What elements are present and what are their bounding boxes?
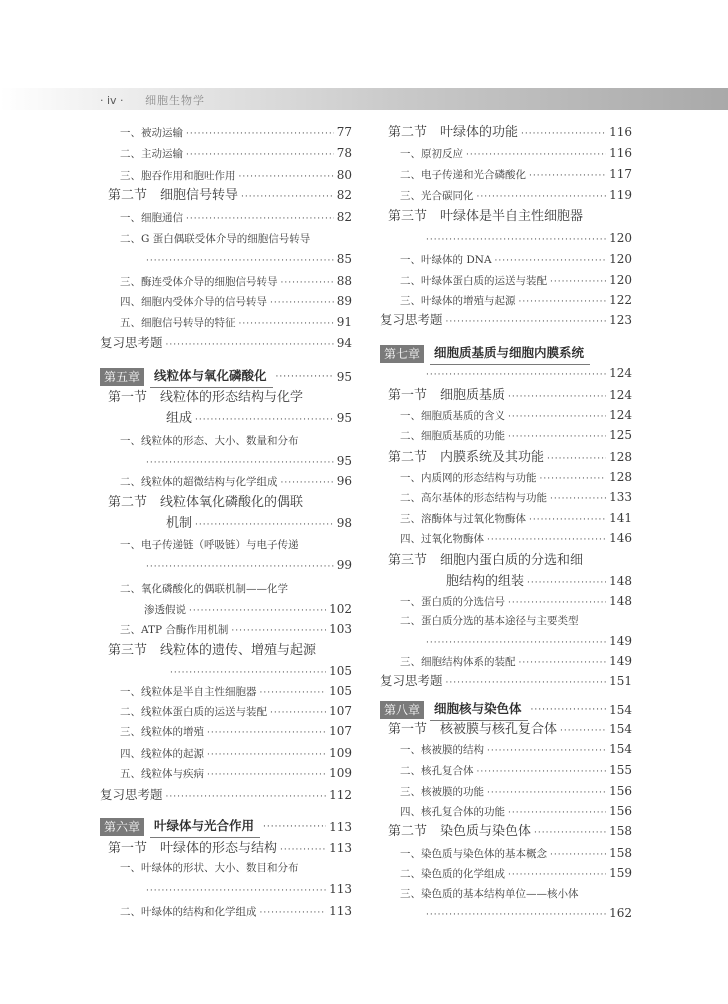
dot-leader: [239, 314, 334, 332]
entry-title: 组成: [166, 411, 193, 426]
entry-title: 第二节 细胞信号转导: [108, 188, 239, 203]
page-ref: 105: [329, 684, 352, 698]
subsection-entry[interactable]: [120, 901, 352, 921]
page-ref: 128: [609, 470, 632, 484]
subsection-entry: [120, 229, 352, 249]
entry-title: 四、细胞内受体介导的信号转导: [120, 296, 267, 308]
review-questions-entry[interactable]: [380, 310, 632, 330]
entry-title: 一、细胞通信: [120, 212, 183, 224]
section-entry: [388, 207, 632, 227]
page-ref: 123: [609, 313, 632, 327]
page-ref: 156: [609, 804, 632, 818]
entry-title: 四、核孔复合体的功能: [400, 806, 505, 818]
entry-title: 第二节 染色质与染色体: [388, 824, 532, 839]
subsection-entry[interactable]: [120, 721, 352, 741]
entry-title: 一、细胞质基质的含义: [400, 410, 505, 422]
dot-leader: [166, 335, 334, 353]
page-ref: 98: [336, 516, 352, 530]
page-ref: 120: [609, 273, 632, 287]
page-ref: 148: [609, 574, 632, 588]
entry-title: 三、胞吞作用和胞吐作用: [120, 170, 236, 182]
section-entry: [108, 641, 352, 661]
page-ref: 89: [336, 294, 352, 308]
page-continuation[interactable]: [146, 451, 352, 471]
subsection-entry[interactable]: [400, 143, 632, 163]
section-entry-continued[interactable]: [446, 571, 632, 591]
page-ref: 120: [609, 231, 632, 245]
dot-leader: [527, 573, 606, 591]
subsection-entry: [400, 611, 632, 631]
section-entry[interactable]: [388, 719, 632, 739]
chapter-title: 线粒体与氧化磷酸化: [150, 366, 273, 388]
entry-title: 三、叶绿体的增殖与起源: [400, 295, 516, 307]
subsection-entry: [120, 858, 352, 878]
page-ref: 154: [609, 722, 632, 736]
entry-title: 一、核被膜的结构: [400, 744, 484, 756]
page-continuation[interactable]: [146, 879, 352, 899]
section-entry-continued[interactable]: [166, 408, 352, 428]
entry-title: 复习思考题: [100, 335, 163, 350]
dot-leader: [207, 765, 326, 783]
running-header: [100, 92, 205, 108]
entry-title: 第一节 细胞质基质: [388, 388, 506, 403]
page-ref: 113: [329, 841, 352, 855]
entry-title: 一、被动运输: [120, 127, 183, 139]
dot-leader: [146, 251, 334, 269]
page-continuation[interactable]: [146, 249, 352, 269]
subsection-entry[interactable]: [400, 760, 632, 780]
dot-leader: [146, 557, 334, 575]
book-title: 细胞生物学: [145, 94, 206, 107]
dot-leader: [446, 673, 607, 691]
entry-title: 复习思考题: [100, 787, 163, 802]
entry-title: 二、线粒体的超微结构与化学组成: [120, 476, 278, 488]
dot-leader: [281, 473, 334, 491]
entry-title: 三、光合碳同化: [400, 190, 474, 202]
page-ref: 158: [609, 824, 632, 838]
section-entry[interactable]: [108, 185, 352, 205]
entry-title: 第二节 内膜系统及其功能: [388, 450, 545, 465]
entry-title: 二、染色质的化学组成: [400, 868, 505, 880]
page-ref: 119: [609, 188, 632, 202]
chapter-heading[interactable]: [100, 366, 352, 388]
page-ref: 102: [329, 602, 352, 616]
dot-leader: [521, 124, 606, 142]
dot-leader: [186, 209, 334, 227]
dot-leader: [241, 187, 334, 205]
subsection-entry[interactable]: [400, 781, 632, 801]
entry-title: 机制: [166, 516, 193, 531]
page-ref: 154: [609, 703, 632, 717]
dot-leader: [519, 292, 607, 310]
page-continuation[interactable]: [426, 363, 632, 383]
entry-title: 三、核被膜的功能: [400, 786, 484, 798]
page-continuation[interactable]: [170, 661, 352, 681]
subsection-entry[interactable]: [400, 739, 632, 759]
subsection-entry[interactable]: [120, 619, 352, 639]
entry-title: 四、过氧化物酶体: [400, 533, 484, 545]
entry-title: 四、线粒体的起源: [120, 748, 204, 760]
dot-leader: [508, 407, 606, 425]
subsection-entry[interactable]: [400, 651, 632, 671]
entry-title: 第一节 叶绿体的形态与结构: [108, 841, 278, 856]
subsection-entry: [120, 431, 352, 451]
subsection-entry[interactable]: [400, 290, 632, 310]
chapter-heading[interactable]: [380, 343, 632, 365]
subsection-entry[interactable]: [400, 508, 632, 528]
dot-leader: [560, 721, 606, 739]
page-ref: 116: [609, 146, 632, 160]
subsection-entry[interactable]: [400, 863, 632, 883]
subsection-entry[interactable]: [120, 701, 352, 721]
page-ref: 128: [609, 450, 632, 464]
page-ref: 78: [336, 146, 352, 160]
dot-leader: [529, 510, 606, 528]
dot-leader: [170, 663, 326, 681]
entry-title: 第二节 线粒体氧化磷酸化的偶联: [108, 495, 304, 510]
entry-title: 三、线粒体的增殖: [120, 726, 204, 738]
subsection-entry[interactable]: [120, 122, 352, 142]
page-ref: 91: [336, 315, 352, 329]
dot-leader: [276, 367, 334, 387]
section-entry[interactable]: [388, 821, 632, 841]
chapter-number-badge: 第六章: [100, 818, 144, 836]
dot-leader: [508, 865, 606, 883]
chapter-title: 细胞核与染色体: [430, 699, 528, 721]
subsection-entry[interactable]: [400, 528, 632, 548]
entry-title: 一、叶绿体的 DNA: [400, 254, 492, 266]
section-entry[interactable]: [388, 447, 632, 467]
entry-title: 复习思考题: [380, 312, 443, 327]
page-ref: 124: [609, 366, 632, 380]
entry-title: 二、蛋白质分选的基本途径与主要类型: [400, 615, 579, 627]
section-entry[interactable]: [108, 838, 352, 858]
page-continuation[interactable]: [426, 903, 632, 923]
subsection-entry[interactable]: [120, 312, 352, 332]
entry-title: 一、线粒体是半自主性细胞器: [120, 686, 257, 698]
subsection-entry[interactable]: [400, 164, 632, 184]
entry-title: 二、高尔基体的形态结构与功能: [400, 492, 547, 504]
page-ref: 146: [609, 531, 632, 545]
entry-title: 第二节 叶绿体的功能: [388, 125, 519, 140]
dot-leader: [550, 272, 606, 290]
dot-leader: [207, 745, 326, 763]
entry-title: 二、细胞质基质的功能: [400, 430, 505, 442]
section-entry: [108, 493, 352, 513]
dot-leader: [146, 453, 334, 471]
page-ref: 109: [329, 746, 352, 760]
subsection-entry[interactable]: [120, 291, 352, 311]
page-ref: 155: [609, 763, 632, 777]
page-ref: 124: [609, 408, 632, 422]
entry-title: 三、溶酶体与过氧化物酶体: [400, 513, 526, 525]
page-ref: 105: [329, 664, 352, 678]
dot-leader: [531, 700, 607, 720]
dot-leader: [477, 762, 607, 780]
page-ref: 82: [336, 210, 352, 224]
page-ref: 107: [329, 704, 352, 718]
chapter-heading[interactable]: [100, 816, 352, 838]
dot-leader: [146, 881, 326, 899]
entry-title: 二、主动运输: [120, 148, 183, 160]
dot-leader: [508, 427, 606, 445]
entry-title: 一、内质网的形态结构与功能: [400, 472, 537, 484]
entry-title: 一、染色质与染色体的基本概念: [400, 848, 547, 860]
entry-title: 三、酶连受体介导的细胞信号转导: [120, 276, 278, 288]
subsection-entry[interactable]: [400, 467, 632, 487]
page-ref: 113: [329, 882, 352, 896]
page-ref: 95: [336, 411, 352, 425]
section-entry: [108, 388, 352, 408]
page-ref: 117: [609, 167, 632, 181]
chapter-title: 细胞质基质与细胞内膜系统: [430, 343, 590, 365]
page-ref: 85: [336, 252, 352, 266]
page-ref: 158: [609, 846, 632, 860]
page-ref: 88: [336, 274, 352, 288]
dot-leader: [508, 803, 606, 821]
subsection-entry[interactable]: [400, 270, 632, 290]
dot-leader: [466, 145, 606, 163]
entry-title: 二、线粒体蛋白质的运送与装配: [120, 706, 267, 718]
subsection-entry[interactable]: [400, 487, 632, 507]
subsection-entry[interactable]: [400, 185, 632, 205]
dot-leader: [195, 410, 334, 428]
subsection-entry[interactable]: [120, 681, 352, 701]
subsection-entry[interactable]: [400, 249, 632, 269]
entry-title: 二、氧化磷酸化的偶联机制——化学: [120, 583, 288, 595]
entry-title: 一、蛋白质的分选信号: [400, 596, 505, 608]
dot-leader: [263, 817, 326, 837]
subsection-entry[interactable]: [120, 143, 352, 163]
dot-leader: [166, 787, 327, 805]
section-entry[interactable]: [388, 122, 632, 142]
chapter-number-badge: 第八章: [380, 701, 424, 719]
chapter-title: 叶绿体与光合作用: [150, 816, 260, 838]
dot-leader: [195, 515, 334, 533]
dot-leader: [477, 187, 607, 205]
chapter-heading[interactable]: [380, 699, 632, 721]
subsection-entry[interactable]: [400, 801, 632, 821]
dot-leader: [280, 840, 326, 858]
entry-title: 第三节 叶绿体是半自主性细胞器: [388, 209, 584, 224]
subsection-entry: [400, 884, 632, 904]
section-entry[interactable]: [388, 385, 632, 405]
dot-leader: [508, 387, 606, 405]
page-ref: 159: [609, 866, 632, 880]
page-ref: 96: [336, 474, 352, 488]
entry-title: 渗透假说: [144, 604, 186, 616]
entry-title: 第一节 线粒体的形态结构与化学: [108, 390, 304, 405]
dot-leader: [207, 723, 326, 741]
subsection-entry: [120, 535, 352, 555]
entry-title: 第三节 细胞内蛋白质的分选和细: [388, 553, 584, 568]
dot-leader: [508, 593, 606, 611]
dot-leader: [487, 741, 606, 759]
page-ref: 154: [609, 742, 632, 756]
dot-leader: [487, 783, 606, 801]
dot-leader: [189, 601, 326, 619]
dot-leader: [529, 166, 606, 184]
dot-leader: [270, 293, 334, 311]
dot-leader: [260, 683, 327, 701]
entry-title: 第一节 核被膜与核孔复合体: [388, 722, 558, 737]
dot-leader: [426, 633, 606, 651]
page-ref: 120: [609, 252, 632, 266]
entry-title: 胞结构的组装: [446, 574, 525, 589]
entry-title: 一、线粒体的形态、大小、数量和分布: [120, 435, 299, 447]
page-continuation[interactable]: [426, 631, 632, 651]
entry-title: 五、细胞信号转导的特征: [120, 317, 236, 329]
dot-leader: [239, 167, 334, 185]
page-ref: 124: [609, 388, 632, 402]
dot-leader: [550, 845, 606, 863]
dot-leader: [547, 449, 606, 467]
entry-title: 一、原初反应: [400, 148, 463, 160]
chapter-number-badge: 第七章: [380, 345, 424, 363]
subsection-entry: [120, 579, 352, 599]
dot-leader: [446, 312, 607, 330]
dot-leader: [186, 124, 334, 142]
page-ref: 133: [609, 490, 632, 504]
subsection-entry[interactable]: [120, 165, 352, 185]
page-ref: 95: [336, 454, 352, 468]
page-ref: 162: [609, 906, 632, 920]
page-ref: 99: [336, 558, 352, 572]
review-questions-entry[interactable]: [380, 671, 632, 691]
entry-title: 二、叶绿体的结构和化学组成: [120, 906, 257, 918]
dot-leader: [260, 903, 327, 921]
entry-title: 二、G 蛋白偶联受体介导的细胞信号转导: [120, 233, 311, 245]
dot-leader: [550, 489, 606, 507]
dot-leader: [540, 469, 607, 487]
chapter-number-badge: 第五章: [100, 368, 144, 386]
subsection-entry[interactable]: [400, 405, 632, 425]
entry-title: 复习思考题: [380, 673, 443, 688]
review-questions-entry[interactable]: [100, 785, 352, 805]
page-ref: 141: [609, 511, 632, 525]
page-ref: 122: [609, 293, 632, 307]
subsection-entry[interactable]: [400, 591, 632, 611]
dot-leader: [534, 823, 606, 841]
entry-title: 二、电子传递和光合磷酸化: [400, 169, 526, 181]
subsection-entry[interactable]: [120, 763, 352, 783]
entry-title: 三、染色质的基本结构单位——核小体: [400, 888, 579, 900]
entry-title: 一、叶绿体的形状、大小、数目和分布: [120, 862, 299, 874]
page-ref: 151: [609, 674, 632, 688]
page-ref: 103: [329, 622, 352, 636]
subsection-entry[interactable]: [120, 743, 352, 763]
entry-title: 二、叶绿体蛋白质的运送与装配: [400, 275, 547, 287]
page-ref: 77: [336, 125, 352, 139]
dot-leader: [426, 365, 606, 383]
page-ref: 113: [329, 820, 352, 834]
subsection-entry[interactable]: [120, 271, 352, 291]
page-ref: 82: [336, 188, 352, 202]
dot-leader: [270, 703, 326, 721]
page-ref: 107: [329, 724, 352, 738]
page-ref: 94: [336, 336, 352, 350]
page-ref: 149: [609, 654, 632, 668]
page-ref: 116: [609, 125, 632, 139]
page-ref: 112: [329, 788, 352, 802]
page-number: · iv ·: [100, 94, 124, 107]
subsection-entry[interactable]: [400, 843, 632, 863]
dot-leader: [495, 251, 607, 269]
page-ref: 156: [609, 784, 632, 798]
section-entry-continued[interactable]: [166, 513, 352, 533]
entry-title: 二、核孔复合体: [400, 765, 474, 777]
subsection-entry-continued[interactable]: [144, 599, 352, 619]
review-questions-entry[interactable]: [100, 333, 352, 353]
dot-leader: [231, 621, 326, 639]
page-ref: 125: [609, 428, 632, 442]
entry-title: 五、线粒体与疾病: [120, 768, 204, 780]
page-continuation[interactable]: [426, 228, 632, 248]
subsection-entry[interactable]: [400, 425, 632, 445]
entry-title: 一、电子传递链（呼吸链）与电子传递: [120, 539, 299, 551]
dot-leader: [487, 530, 606, 548]
subsection-entry[interactable]: [120, 471, 352, 491]
page-continuation[interactable]: [146, 555, 352, 575]
dot-leader: [426, 230, 606, 248]
entry-title: 三、ATP 合酶作用机制: [120, 624, 229, 636]
dot-leader: [186, 145, 334, 163]
page-ref: 95: [336, 370, 352, 384]
page-ref: 113: [329, 904, 352, 918]
dot-leader: [426, 905, 606, 923]
entry-title: 三、细胞结构体系的装配: [400, 656, 516, 668]
entry-title: 第三节 线粒体的遗传、增殖与起源: [108, 643, 317, 658]
page-ref: 148: [609, 594, 632, 608]
section-entry: [388, 551, 632, 571]
dot-leader: [281, 273, 334, 291]
subsection-entry[interactable]: [120, 207, 352, 227]
dot-leader: [519, 653, 607, 671]
page-ref: 149: [609, 634, 632, 648]
page-ref: 109: [329, 766, 352, 780]
page-ref: 80: [336, 168, 352, 182]
